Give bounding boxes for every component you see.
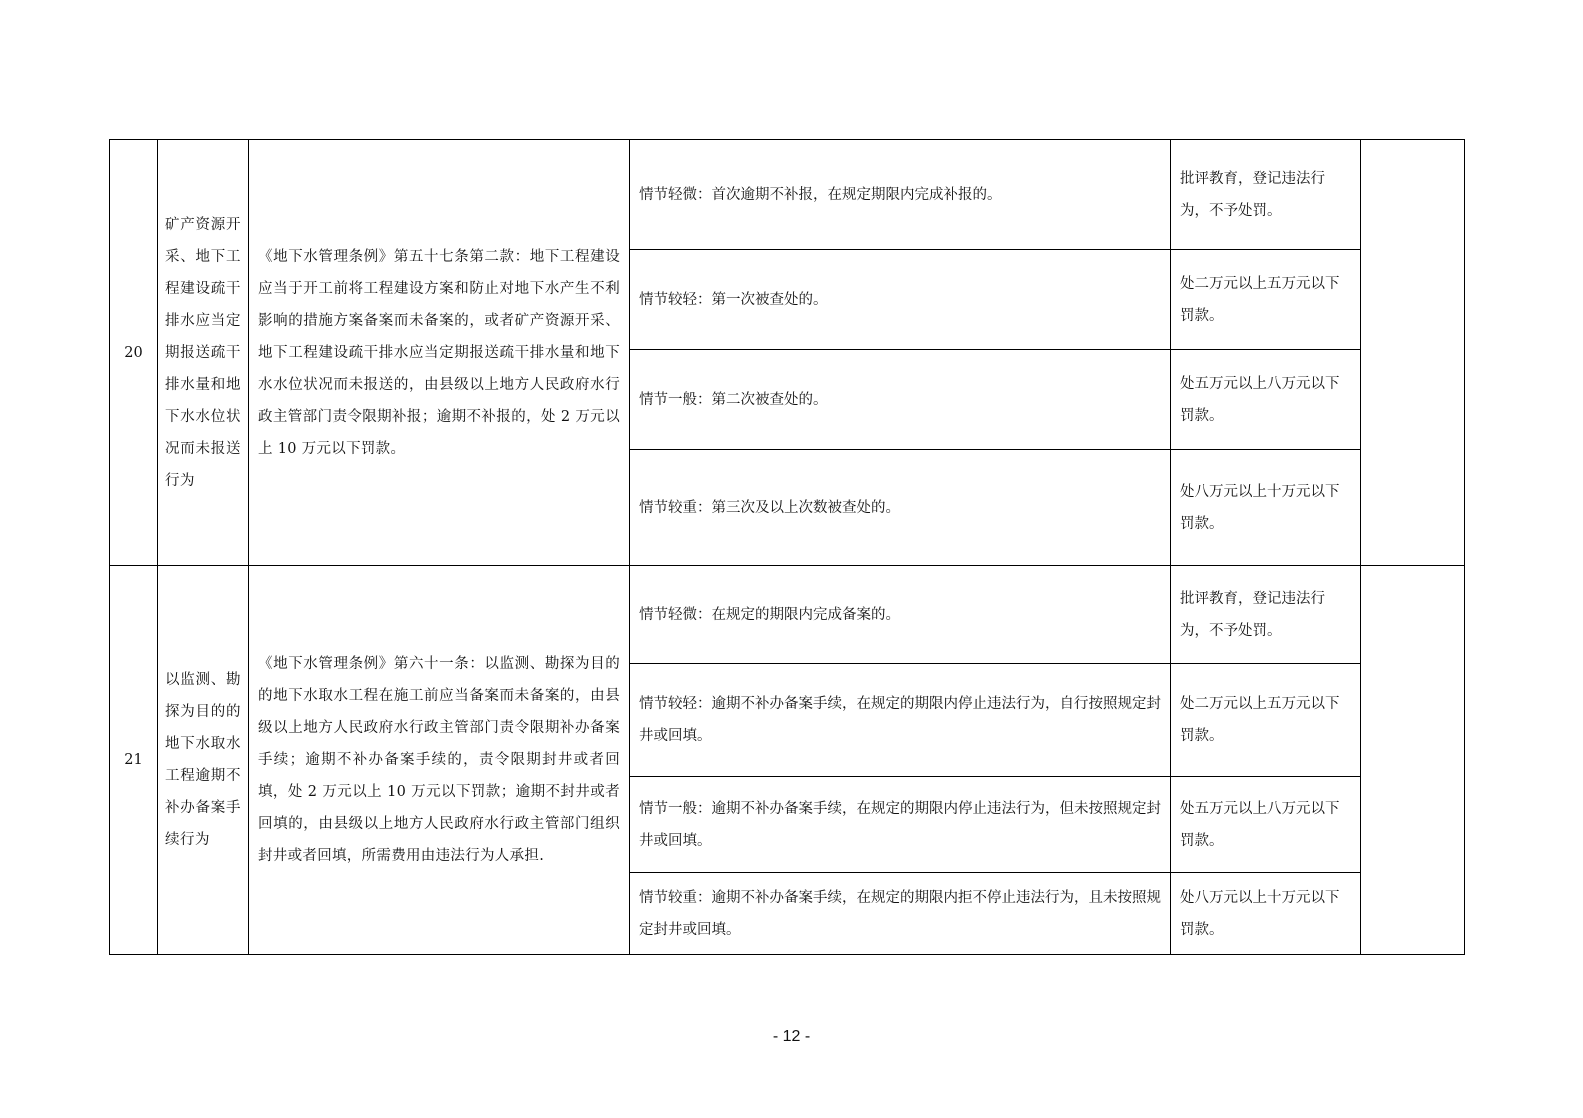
circumstance-cell: 情节轻微：首次逾期不补报，在规定期限内完成补报的。 bbox=[630, 140, 1171, 250]
legal-basis: 《地下水管理条例》第六十一条：以监测、勘探为目的的地下水取水工程在施工前应当备案而未备案的，由县级以上地方人民政府水行政主管部门责令限期补办备案手续；逾期不补办备案手续的，责令限期封井或者回填，处 2 万元以上 10 万元以下罚款；逾期不封井或者回填的，由县级以上地方人民政府水行政主管部门组织封井或者回填，所需费用由违法行为人承担. bbox=[249, 566, 630, 955]
penalty-standard-cell: 处五万元以上八万元以下罚款。 bbox=[1171, 777, 1361, 873]
circumstance-cell: 情节较轻：逾期不补办备案手续，在规定的期限内停止违法行为，自行按照规定封井或回填。 bbox=[630, 664, 1171, 777]
circumstance-cell: 情节较重：逾期不补办备案手续，在规定的期限内拒不停止违法行为，且未按照规定封井或回填。 bbox=[630, 873, 1171, 955]
penalty-standard-cell: 批评教育，登记违法行为，不予处罚。 bbox=[1171, 140, 1361, 250]
item-number: 20 bbox=[110, 140, 158, 566]
remark-cell bbox=[1361, 566, 1465, 955]
circumstance-cell: 情节较重：第三次及以上次数被查处的。 bbox=[630, 450, 1171, 566]
penalty-standard-cell: 处二万元以上五万元以下罚款。 bbox=[1171, 664, 1361, 777]
remark-cell bbox=[1361, 140, 1465, 566]
violation-behavior: 以监测、勘探为目的的地下水取水工程逾期不补办备案手续行为 bbox=[158, 566, 249, 955]
table-row bbox=[110, 566, 1465, 664]
table-row bbox=[110, 140, 1465, 250]
page-number: - 12 - bbox=[772, 1028, 811, 1045]
circumstance-cell: 情节较轻：第一次被查处的。 bbox=[630, 250, 1171, 350]
circumstance-cell: 情节一般：逾期不补办备案手续，在规定的期限内停止违法行为，但未按照规定封井或回填。 bbox=[630, 777, 1171, 873]
circumstance-cell: 情节轻微：在规定的期限内完成备案的。 bbox=[630, 566, 1171, 664]
penalty-standard-table bbox=[109, 139, 1465, 955]
penalty-standard-cell: 处二万元以上五万元以下罚款。 bbox=[1171, 250, 1361, 350]
penalty-standard-cell: 处八万元以上十万元以下罚款。 bbox=[1171, 450, 1361, 566]
circumstance-cell: 情节一般：第二次被查处的。 bbox=[630, 350, 1171, 450]
penalty-standard-cell: 处五万元以上八万元以下罚款。 bbox=[1171, 350, 1361, 450]
penalty-standard-cell: 处八万元以上十万元以下罚款。 bbox=[1171, 873, 1361, 955]
violation-behavior: 矿产资源开采、地下工程建设疏干排水应当定期报送疏干排水量和地下水水位状况而未报送行为 bbox=[158, 140, 249, 566]
legal-basis: 《地下水管理条例》第五十七条第二款：地下工程建设应当于开工前将工程建设方案和防止对地下水产生不利影响的措施方案备案而未备案的，或者矿产资源开采、地下工程建设疏干排水应当定期报送疏干排水量和地下水水位状况而未报送的，由县级以上地方人民政府水行政主管部门责令限期补报；逾期不补报的，处 2 万元以上 10 万元以下罚款。 bbox=[249, 140, 630, 566]
penalty-standard-cell: 批评教育，登记违法行为，不予处罚。 bbox=[1171, 566, 1361, 664]
item-number: 21 bbox=[110, 566, 158, 955]
